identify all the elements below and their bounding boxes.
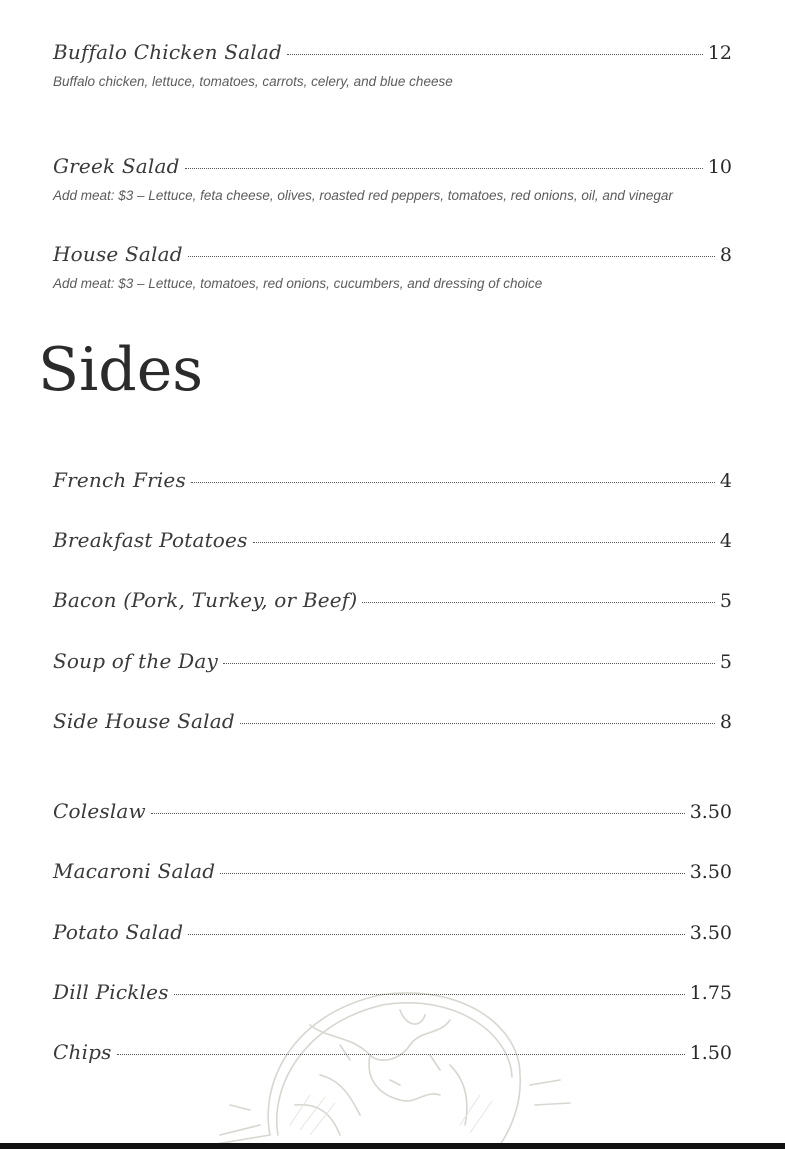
item-name: House Salad (53, 242, 183, 266)
item-price: 10 (707, 156, 732, 178)
menu-item (53, 799, 732, 823)
item-price: 1.50 (689, 1042, 732, 1064)
dotted-leader (253, 542, 715, 543)
menu-item (53, 920, 732, 944)
dotted-leader (188, 256, 715, 257)
menu-item (53, 859, 732, 883)
footer-bar (0, 1143, 785, 1149)
item-price: 4 (719, 530, 732, 552)
section-title-sides: Sides (38, 335, 203, 405)
dotted-leader (151, 813, 685, 814)
bread-loaf-sketch-icon (200, 985, 580, 1145)
item-name: Side House Salad (53, 709, 235, 733)
item-name: Buffalo Chicken Salad (53, 40, 283, 64)
item-price: 3.50 (689, 922, 732, 944)
menu-item (53, 40, 732, 89)
item-name: Macaroni Salad (53, 859, 216, 883)
item-name: Potato Salad (53, 920, 184, 944)
dotted-leader (117, 1054, 685, 1055)
dotted-leader (362, 602, 714, 603)
item-name: Greek Salad (53, 154, 180, 178)
item-name: Chips (53, 1040, 112, 1064)
item-price: 4 (719, 470, 732, 492)
menu-item (53, 242, 732, 291)
item-name: Breakfast Potatoes (53, 528, 248, 552)
menu-item (53, 528, 732, 552)
dotted-leader (185, 168, 703, 169)
item-description: Add meat: $3 – Lettuce, feta cheese, olives, roasted red peppers, tomatoes, red onions, oil, and vinegar (53, 188, 673, 203)
menu-item (53, 980, 732, 1004)
item-price: 5 (719, 651, 732, 673)
item-price: 5 (719, 590, 732, 612)
item-price: 3.50 (689, 861, 732, 883)
dotted-leader (220, 873, 684, 874)
item-price: 8 (719, 711, 732, 733)
dotted-leader (240, 723, 715, 724)
item-name: French Fries (53, 468, 186, 492)
menu-item (53, 1040, 732, 1064)
item-name: Soup of the Day (53, 649, 218, 673)
menu-item (53, 709, 732, 733)
item-price: 12 (707, 42, 732, 64)
menu-item (53, 154, 732, 203)
item-price: 1.75 (689, 982, 732, 1004)
item-description: Add meat: $3 – Lettuce, tomatoes, red onions, cucumbers, and dressing of choice (53, 276, 543, 291)
menu-item (53, 649, 732, 673)
menu-item (53, 588, 732, 612)
dotted-leader (223, 663, 715, 664)
dotted-leader (188, 934, 684, 935)
item-price: 3.50 (689, 801, 732, 823)
item-name: Coleslaw (53, 799, 146, 823)
dotted-leader (174, 994, 685, 995)
item-description: Buffalo chicken, lettuce, tomatoes, carrots, celery, and blue cheese (53, 74, 453, 89)
item-price: 8 (719, 244, 732, 266)
item-name: Dill Pickles (53, 980, 169, 1004)
menu-item (53, 468, 732, 492)
dotted-leader (287, 54, 703, 55)
dotted-leader (191, 482, 715, 483)
item-name: Bacon (Pork, Turkey, or Beef) (53, 588, 358, 612)
